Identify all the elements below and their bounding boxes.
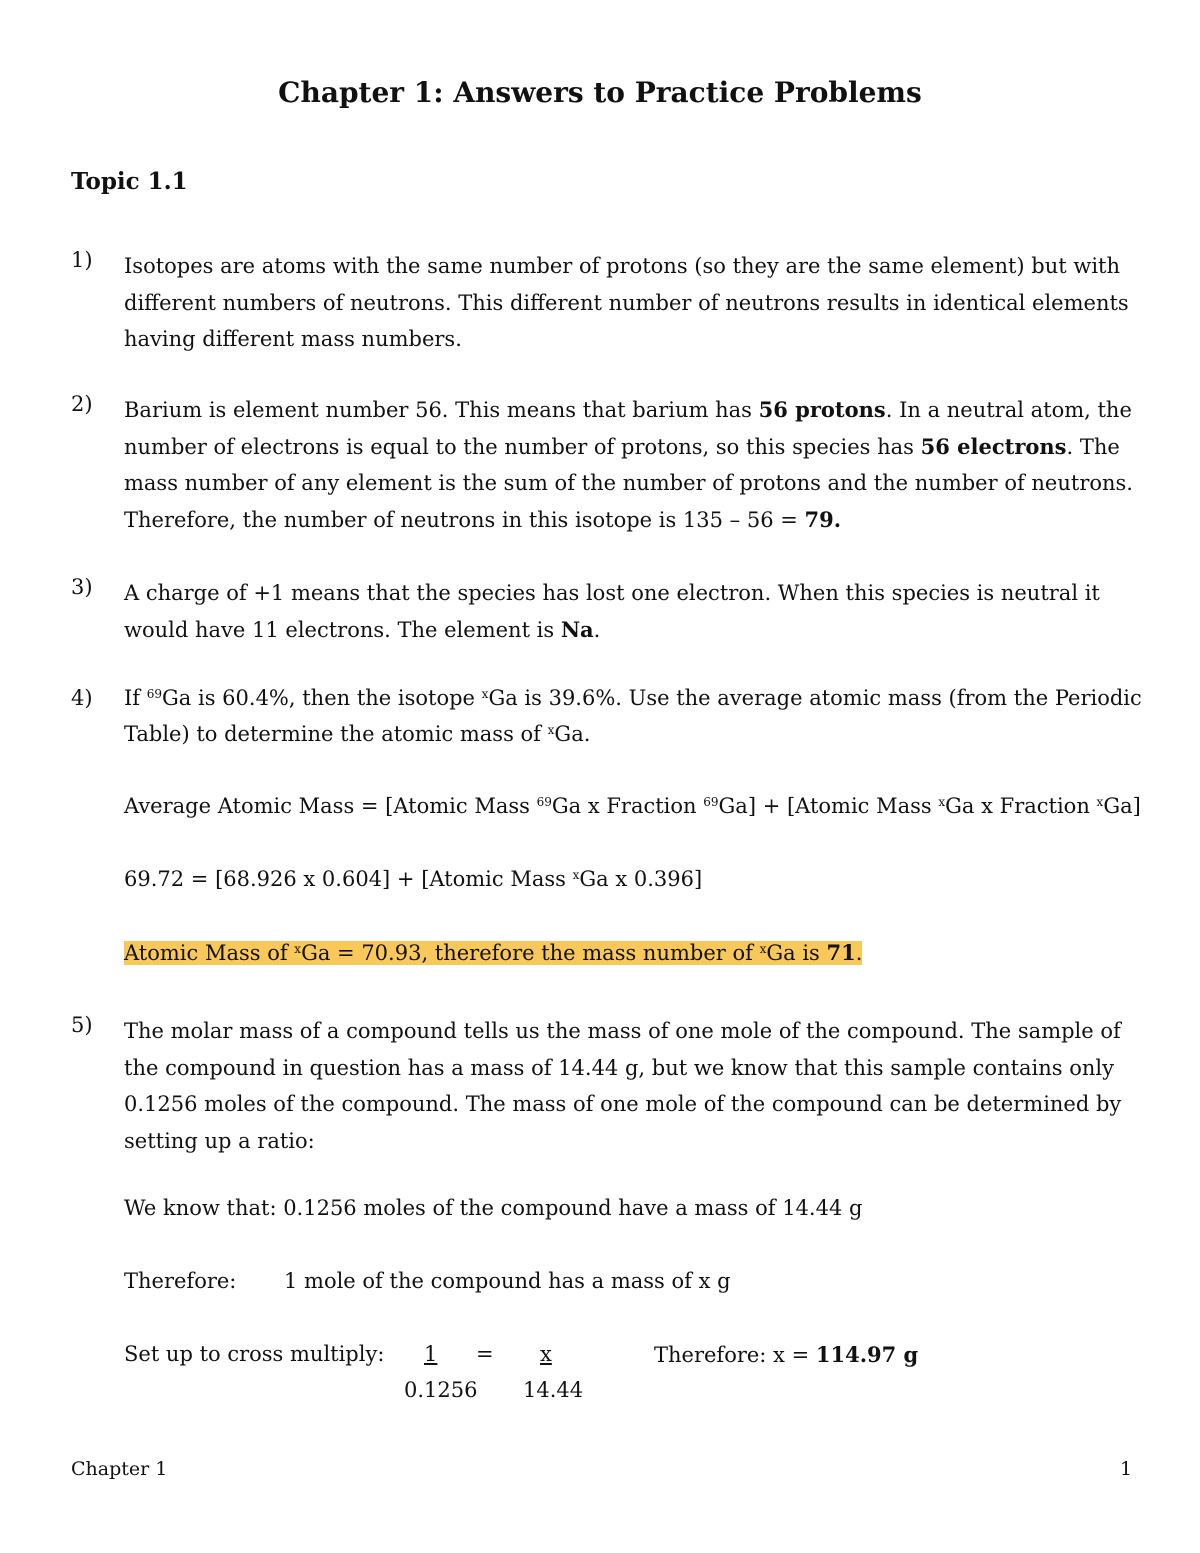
problem-3-number: 3)	[71, 575, 93, 599]
highlighted-answer: Atomic Mass of $^x$Ga = 70.93, therefore the mass number of $^x$Ga is 71.	[124, 940, 863, 965]
fraction-2-numerator: x	[540, 1342, 552, 1366]
result-value: 114.97 g	[815, 1342, 919, 1367]
result: Therefore: x = 114.97 g	[654, 1342, 919, 1367]
fraction-2-denominator: 14.44	[523, 1378, 584, 1402]
problem-5-text: The molar mass of a compound tells us the mass of one mole of the compound. The sample of the compound in question has a mass of 14.44 g, but we know that this sample contains only 0.1256 moles of the compound. The mass of one mole of the compound can be determined by setting up a ratio:	[124, 1019, 1122, 1154]
bold-electrons: 56 electrons	[920, 433, 1067, 459]
fraction-1-denominator: 0.1256	[404, 1378, 478, 1402]
therefore-text: 1 mole of the compound has a mass of x g	[284, 1269, 731, 1293]
equals-sign: =	[476, 1342, 494, 1366]
setup-label: Set up to cross multiply:	[124, 1342, 385, 1366]
substituted-equation: 69.72 = [68.926 x 0.604] + [Atomic Mass $^x$Ga x 0.396]	[124, 867, 703, 891]
topic-heading: Topic 1.1	[71, 168, 188, 195]
we-know-line: We know that: 0.1256 moles of the compound have a mass of 14.44 g	[124, 1196, 863, 1220]
problem-2-number: 2)	[71, 392, 93, 416]
problem-4-line-2: Table) to determine the atomic mass of $^x$Ga.	[124, 722, 591, 746]
problem-1-text: Isotopes are atoms with the same number of protons (so they are the same element) but with different numbers of neutrons. This different number of neutrons results in identical elements having different mass numbers.	[124, 254, 1129, 352]
bold-element: Na	[560, 616, 594, 642]
page-title: Chapter 1: Answers to Practice Problems	[278, 76, 922, 109]
therefore-label: Therefore:	[124, 1269, 237, 1293]
bold-protons: 56 protons	[758, 397, 886, 422]
problem-5-number: 5)	[71, 1013, 93, 1037]
problem-4-line-1: If $^{69}$Ga is 60.4%, then the isotope $^x$Ga is 39.6%. Use the average atomic mass (from the Periodic	[124, 686, 1142, 710]
problem-2-text: Barium is element number 56. This means that barium has 56 protons. In a neutral atom, the number of electrons is equal to the number of protons, so this species has 56 electrons. The mass number of any element is the sum of the number of protons and the number of neutrons. Therefore, the number of neutrons in this isotope is 135 – 56 = 79.	[124, 397, 1133, 533]
page-number: 1	[1120, 1458, 1133, 1480]
problem-1-number: 1)	[71, 248, 93, 272]
footer-chapter: Chapter 1	[71, 1458, 168, 1480]
fraction-1-numerator: 1	[424, 1342, 438, 1366]
problem-3-text: A charge of +1 means that the species has lost one electron. When this species is neutral it would have 11 electrons. The element is Na.	[124, 581, 1100, 642]
bold-neutrons: 79.	[804, 507, 842, 533]
average-mass-equation: Average Atomic Mass = [Atomic Mass $^{69}$Ga x Fraction $^{69}$Ga] + [Atomic Mass $^x$Ga x Fraction $^x$Ga]	[124, 794, 1141, 818]
problem-4-number: 4)	[71, 686, 93, 710]
